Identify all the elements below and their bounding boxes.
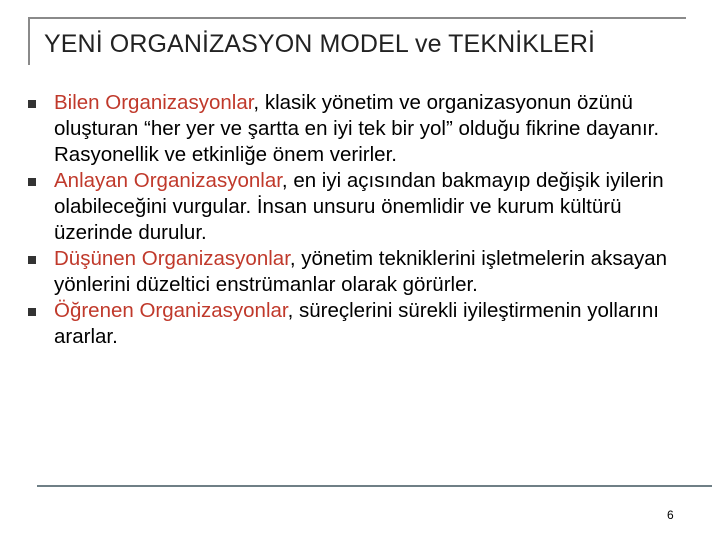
footer-divider xyxy=(37,485,712,487)
bullet-highlight: Anlayan Organizasyonlar xyxy=(54,169,282,192)
bullet-highlight: Öğrenen Organizasyonlar xyxy=(54,299,288,322)
bullet-list xyxy=(24,90,704,350)
bullet-text: , en iyi açısından bakmayıp değişik iyilerin olabileceğini vurgular. İnsan unsuru önemlidir ve kurum kültürü üzerinde durulur. xyxy=(54,169,664,244)
bullet-highlight: Bilen Organizasyonlar xyxy=(54,91,254,114)
slide-title: YENİ ORGANİZASYON MODEL ve TEKNİKLERİ xyxy=(44,30,596,58)
page-number: 6 xyxy=(667,508,674,522)
square-bullet-icon xyxy=(28,100,36,108)
square-bullet-icon xyxy=(28,256,36,264)
bullet-text: , klasik yönetim ve organizasyonun özünü oluşturan “her yer ve şartta en iyi tek bir yol” olduğu fikrine dayanır. Rasyonellik ve etkinliğe önem verirler. xyxy=(54,91,660,166)
bullet-text: , yönetim tekniklerini işletmelerin aksayan yönlerini düzeltici enstrümanlar olarak görürler. xyxy=(54,247,668,296)
bullet-item xyxy=(24,298,704,350)
bullet-item xyxy=(24,246,704,298)
square-bullet-icon xyxy=(28,178,36,186)
bullet-text: , süreçlerini sürekli iyileştirmenin yollarını ararlar. xyxy=(54,299,660,348)
bullet-item xyxy=(24,90,704,168)
square-bullet-icon xyxy=(28,308,36,316)
bullet-item xyxy=(24,168,704,246)
bullet-highlight: Düşünen Organizasyonlar xyxy=(54,247,290,270)
